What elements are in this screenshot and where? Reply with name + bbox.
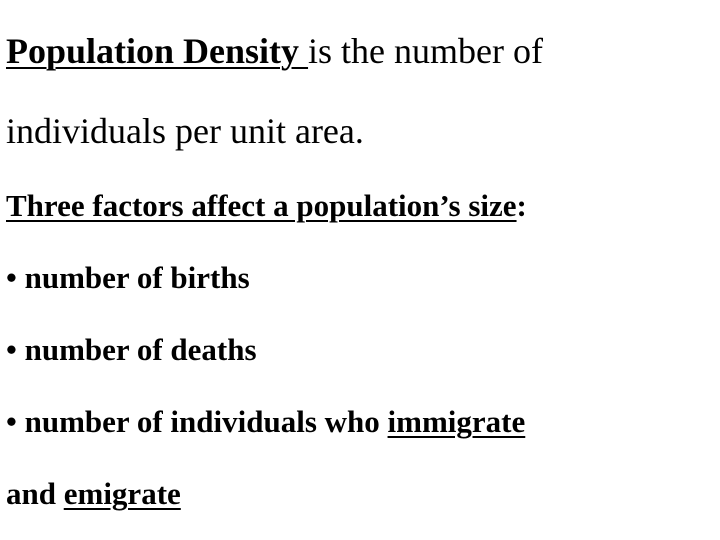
definition-text-2: individuals per unit area. — [6, 111, 364, 151]
factors-heading — [6, 190, 527, 221]
factors-heading-colon: : — [516, 188, 527, 223]
list-item — [6, 334, 257, 365]
factor-births: number of births — [24, 260, 250, 295]
factors-heading-text: Three factors affect a population’s size — [6, 188, 517, 223]
definition-line-2 — [6, 113, 364, 149]
bullet-glyph: • — [6, 332, 25, 367]
definition-line-1 — [6, 33, 543, 69]
factor-deaths: number of deaths — [24, 332, 257, 367]
definition-term: Population Density — [6, 31, 309, 71]
list-item — [6, 262, 250, 293]
bullet-glyph: • — [6, 260, 25, 295]
factor-migration-and: and — [6, 476, 64, 511]
definition-text-1: is the number of — [308, 31, 543, 71]
term-immigrate: immigrate — [387, 404, 526, 439]
bullet-glyph: • — [6, 404, 25, 439]
list-item — [6, 406, 525, 437]
factor-migration-prefix: number of individuals who — [24, 404, 388, 439]
term-emigrate: emigrate — [63, 476, 181, 511]
list-item-continuation — [6, 478, 181, 509]
